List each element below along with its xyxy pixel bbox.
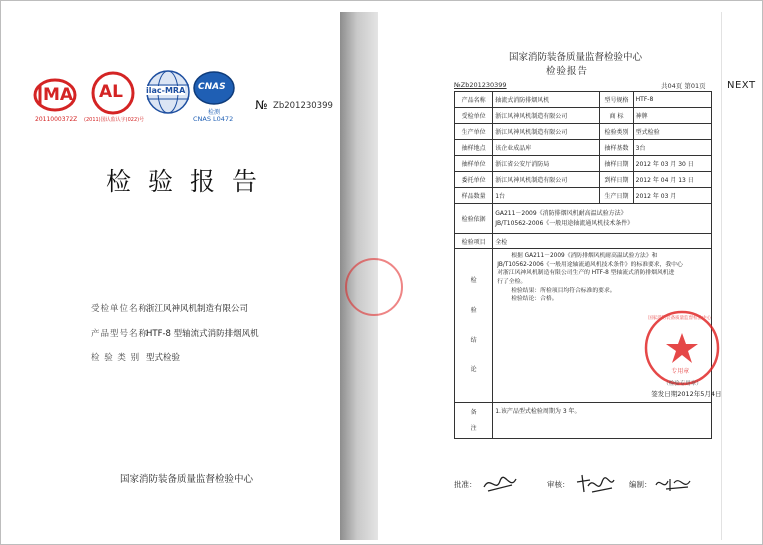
- conclusion-line: 行了全检。: [497, 279, 527, 286]
- page-title: 检验报告: [106, 167, 275, 196]
- cma-logo-text: MA: [43, 85, 74, 105]
- review-label: 审核：: [547, 480, 570, 489]
- conclusion-line: 检验结果：所检项目均符合标准的要求。: [511, 287, 616, 294]
- ilac-mra-logo: [145, 69, 191, 115]
- review-signature-icon: [574, 472, 616, 496]
- row-value: 神牌: [633, 108, 711, 124]
- field-value-product-model: HTF-8 型轴流式消防排烟风机: [146, 329, 259, 339]
- row-value: 2012 年 03 月 30 日: [633, 156, 711, 172]
- row-value: 3台: [633, 140, 711, 156]
- conclusion-line: 根据 GA211－2009《消防排烟风机耐高温试验方法》和: [511, 253, 658, 259]
- remarks-text: 1.该产品型式检验周期为 3 年。: [493, 403, 712, 439]
- report-no: Zb201230399: [273, 101, 333, 111]
- conclusion-line: 对浙江风神风机制造有限公司生产的 HTF-8 型轴流式消防排烟风机进: [497, 270, 675, 277]
- row-value: 浙江省公安厅消防局: [493, 156, 600, 172]
- edge-stamp-icon: [360, 252, 390, 322]
- conclusion-label-char: 验: [470, 306, 477, 314]
- conclusion-line: JB/T10562-2006《一般用途轴流通风机技术条件》的标准要求，我中心: [497, 261, 683, 268]
- basis-line: GA211－2009《消防排烟风机耐高温试验方法》: [495, 209, 627, 217]
- table-row: [455, 92, 712, 108]
- row-label: 检验类别: [600, 124, 633, 140]
- cnas-code: CNAS L0472: [193, 115, 234, 123]
- cnas-logo: [192, 70, 238, 132]
- row-label: 生产日期: [600, 188, 633, 204]
- cnas-caption: 检测: [208, 109, 221, 116]
- approve-signature-icon: [482, 473, 522, 495]
- report-detail-page: [378, 12, 722, 540]
- cal-caption: (2011)国认监认字(022)号: [84, 117, 145, 123]
- cal-logo: [84, 70, 145, 123]
- report-table: [454, 91, 722, 439]
- remarks-row: [455, 403, 712, 439]
- field-value-inspection-type: 型式检验: [146, 353, 181, 363]
- row-value: 2012 年 03 月: [633, 188, 711, 204]
- row-label: 型号规格: [600, 92, 633, 108]
- cnas-logo-text: CNAS: [198, 82, 226, 92]
- report-org-title: 国家消防装备质量监督检验中心: [509, 52, 643, 63]
- conclusion-label-char: 检: [470, 276, 477, 284]
- conclusion-row: [455, 249, 712, 403]
- row-label: 抽样单位: [455, 156, 493, 172]
- field-label-inspected-unit: 受检单位名称: [91, 304, 149, 314]
- stamp-text: 国家消防装备质量监督检验中心: [648, 316, 712, 321]
- basis-label: 检验依据: [455, 204, 493, 234]
- report-no-prefix: №: [255, 98, 268, 112]
- row-value: 型式检验: [633, 124, 711, 140]
- field-label-product-model: 产品型号名称: [91, 329, 149, 339]
- table-row: [455, 172, 712, 188]
- items-label: 检验项目: [455, 234, 493, 249]
- conclusion-cell: [493, 249, 722, 403]
- row-label: 到样日期: [600, 172, 633, 188]
- table-row: [455, 156, 712, 172]
- row-value: 2012 年 04 月 13 日: [633, 172, 711, 188]
- sign-date: 签发日期2012年5月4日: [651, 390, 722, 398]
- row-value: 该企业成品库: [493, 140, 600, 156]
- conclusion-label-char: 论: [470, 366, 477, 374]
- row-value: 浙江风神风机制造有限公司: [493, 124, 600, 140]
- row-label: 样品数量: [455, 188, 493, 204]
- table-row: [455, 124, 712, 140]
- compile-label: 编制：: [629, 480, 652, 489]
- table-row: [455, 140, 712, 156]
- row-value: 浙江风神风机制造有限公司: [493, 172, 600, 188]
- row-value: HTF-8: [633, 92, 711, 108]
- remarks-label-char: 备: [470, 408, 477, 416]
- row-label: 委托单位: [455, 172, 493, 188]
- table-row: [455, 188, 712, 204]
- row-label: 抽样日期: [600, 156, 633, 172]
- compile-signature-icon: [654, 473, 694, 495]
- row-value: 浙江风神风机制造有限公司: [493, 108, 600, 124]
- table-row: [455, 108, 712, 124]
- field-value-inspected-unit: 浙江风神风机制造有限公司: [146, 304, 249, 314]
- page-count: 共04页 第01页: [661, 82, 706, 90]
- row-label: 抽样地点: [455, 140, 493, 156]
- stamp-subtext: 专用章: [671, 368, 690, 375]
- remarks-label-char: 注: [470, 424, 477, 432]
- conclusion-label-char: 结: [470, 336, 477, 344]
- row-label: 受检单位: [455, 108, 493, 124]
- row-label: 商 标: [600, 108, 633, 124]
- approve-label: 批准：: [454, 480, 477, 489]
- ilac-logo-text: ilac-MRA: [146, 86, 186, 95]
- row-value: 轴流式消防排烟风机: [493, 92, 600, 108]
- conclusion-line: 检验结论：合格。: [511, 296, 558, 303]
- cover-footer-org: 国家消防装备质量监督检验中心: [120, 474, 254, 485]
- official-stamp: [643, 309, 721, 387]
- report-title: 检验报告: [546, 66, 589, 77]
- items-row: [455, 234, 712, 249]
- basis-row: [455, 204, 712, 234]
- stamp-caption: （检验专用章）: [663, 381, 702, 387]
- cma-logo: [32, 77, 80, 123]
- cma-caption: 2011000372Z: [35, 116, 78, 123]
- basis-line: JB/T10562-2006《一般用途轴流通风机技术条件》: [495, 219, 634, 227]
- report-cover-page: [2, 12, 340, 540]
- row-value: 1台: [493, 188, 600, 204]
- cal-logo-text: AL: [99, 82, 123, 102]
- next-button[interactable]: NEXT: [727, 80, 756, 91]
- row-label: 生产单位: [455, 124, 493, 140]
- row-label: 产品名称: [455, 92, 493, 108]
- items-value: 全检: [493, 234, 712, 249]
- field-label-inspection-type: 检 验 类 别: [91, 353, 141, 363]
- row-label: 抽样基数: [600, 140, 633, 156]
- report-number: №Zb201230399: [454, 81, 507, 89]
